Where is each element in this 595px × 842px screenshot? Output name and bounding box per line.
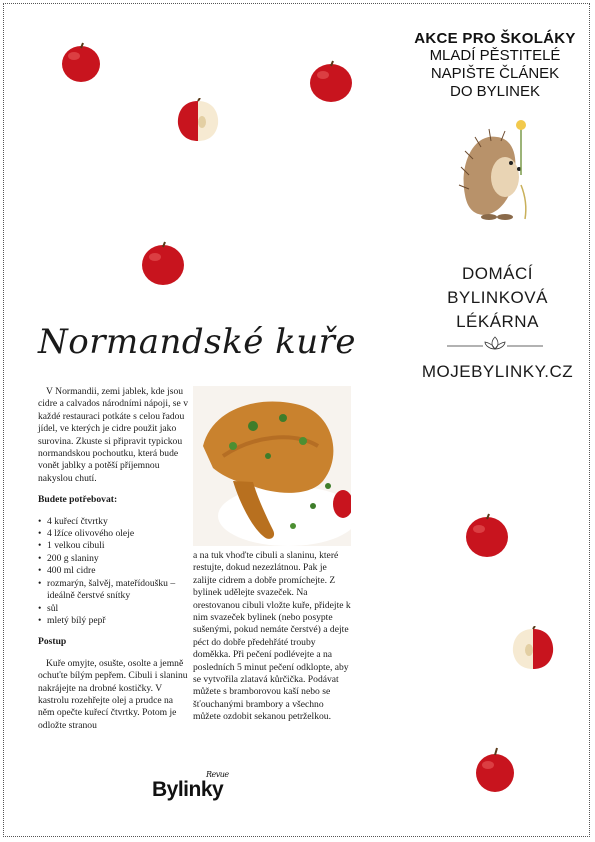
apple-icon — [58, 40, 104, 86]
ingredient-item: • mletý bílý pepř — [38, 615, 190, 627]
ingredient-item: • 4 kuřecí čtvrtky — [38, 516, 190, 528]
ingredient-item: • 200 g slaniny — [38, 553, 190, 565]
ingredient-item: • 4 lžíce olivového oleje — [38, 528, 190, 540]
brand-line: LÉKÁRNA — [456, 312, 539, 331]
promo-line: NAPIŠTE ČLÁNEK — [430, 65, 560, 82]
ingredient-item: • 1 velkou cibuli — [38, 540, 190, 552]
hedgehog-icon — [455, 115, 535, 225]
brand-line: DOMÁCÍ — [462, 264, 533, 283]
logo-revue: Revue — [206, 770, 229, 779]
chicken-photo — [193, 386, 351, 546]
brand-line: BYLINKOVÁ — [447, 288, 548, 307]
ingredients-heading: Budete potřebovat: — [38, 494, 118, 506]
promo-line: MLADÍ PĚSTITELÉ — [429, 47, 561, 64]
promo-headline: AKCE PRO ŠKOLÁKY — [414, 30, 576, 47]
promo-line: DO BYLINEK — [449, 83, 541, 100]
recipe-title: Normandské kuře — [38, 322, 356, 362]
promo-block — [400, 30, 590, 101]
ingredient-item: • 400 ml cidre — [38, 565, 190, 577]
recipe-column-left — [38, 386, 190, 732]
ingredients-list — [38, 516, 190, 628]
procedure-text: a na tuk vhoďte cibuli a slaninu, které restujte, dokud nezezlátnou. Pak je zalijte cidrem a dobře promíchejte. Z bylinek udělejte svazeček. Na orestovanou cibuli vložte kuře, přidejte k nim svazeček bylinek (nebo posypte sušenými, pokud nemáte čerstvé) a dejte péct do dobře předehřáté trouby doměkka. Při pečení podlévejte a na posledních 5 minut pečení odklopte, aby se vytvořila zlatavá kůrčička. Podávat můžete s bramborovou kaší nebo se šťouchanými brambory a všechno můžete ozdobit sekanou petrželkou. — [193, 550, 351, 723]
ingredient-item: • sůl — [38, 603, 190, 615]
apple-icon — [472, 746, 518, 794]
apple-half-icon — [508, 626, 558, 672]
apple-icon — [306, 58, 356, 106]
logo-name: Bylinky — [152, 778, 224, 801]
bylinky-logo — [152, 770, 229, 802]
procedure-heading: Postup — [38, 636, 67, 648]
ingredient-item: • rozmarýn, šalvěj, mateřídoušku – ideálně čerstvé snítky — [38, 578, 190, 603]
recipe-intro: V Normandii, zemi jablek, kde jsou cidre a calvados národními nápoji, se v každé restauraci potkáte s celou řadou jídel, ve kterých je cidre použit jako surovina. Zkuste si připravit typickou normandskou pochoutku, která bude vonět jablky a potěší příjemnou nakyslou chutí. — [38, 386, 188, 484]
procedure-text: Kuře omyjte, osušte, osolte a jemně ochuťte bílým pepřem. Cibuli i slaninu nakrájejte na drobné kostičky. V kastrolu rozehřejte olej a prudce na něm opečte kuřecí čtvrtky. Potom je odložte stranou — [38, 657, 188, 731]
recipe-column-right — [193, 550, 351, 724]
lotus-ornament-icon — [445, 335, 545, 353]
apple-icon — [462, 512, 512, 560]
apple-icon — [138, 240, 188, 288]
website-link[interactable]: MOJEBYLINKY.CZ — [421, 362, 574, 381]
brand-block — [405, 262, 590, 334]
apple-half-icon — [174, 98, 222, 144]
